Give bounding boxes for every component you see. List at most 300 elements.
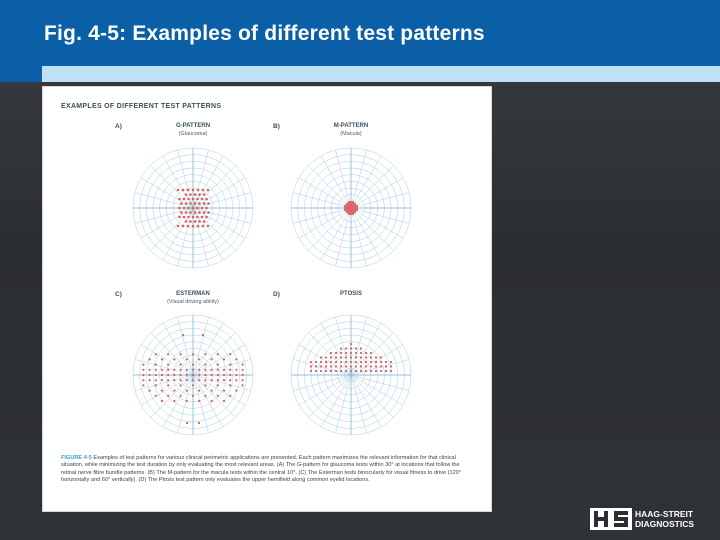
test-point (352, 207, 354, 209)
test-point (180, 374, 182, 376)
test-point (180, 395, 182, 397)
test-point (204, 353, 206, 355)
test-point (360, 347, 362, 349)
test-point (192, 198, 195, 201)
test-point (223, 369, 225, 371)
test-point (196, 216, 199, 219)
accent-stripe (42, 66, 720, 82)
test-point (348, 213, 350, 215)
panel-b-label: M-PATTERN (333, 123, 369, 129)
test-point (173, 374, 175, 376)
test-point (335, 365, 337, 367)
test-point (335, 352, 337, 354)
test-point (211, 374, 213, 376)
test-point (350, 201, 352, 203)
test-point (375, 356, 377, 358)
panel-c-label: ESTERMAN (176, 291, 210, 297)
test-point (320, 356, 322, 358)
test-point (204, 395, 206, 397)
test-point (355, 370, 357, 372)
test-point (346, 205, 348, 207)
test-point (370, 356, 372, 358)
test-point (320, 365, 322, 367)
test-point (205, 207, 208, 210)
test-point (360, 361, 362, 363)
test-point (187, 216, 190, 219)
test-point (178, 207, 181, 210)
caption-text: Examples of test patterns for various clinical perimetric applications are presented. Each pattern maximizes the relevant information for that clinical situation, while minimizing the test duration by only evaluating the most relevant areas. (A) The G-pattern for glaucoma tests within 30° at locations that follow the retinal nerve fibre bundle patterns. (B) The M-pattern for the macula tests within the central 10°. (C) The Esterman tests binocularly for visual fitness to drive (120° horizontally and 60° vertically). (D) The Ptosis test pattern only evaluates the upper hemifield along common eyelid locations. (61, 455, 462, 484)
test-point (217, 395, 219, 397)
test-point (350, 207, 352, 209)
test-point (340, 356, 342, 358)
test-point (385, 365, 387, 367)
test-point (310, 370, 312, 372)
test-point (196, 207, 199, 210)
test-point (186, 422, 188, 424)
test-point (161, 358, 163, 360)
test-point (189, 193, 192, 196)
test-point (198, 202, 201, 205)
test-point (229, 369, 231, 371)
test-point (355, 347, 357, 349)
test-point (354, 203, 356, 205)
test-point (187, 189, 190, 192)
test-point (370, 370, 372, 372)
test-point (211, 400, 213, 402)
test-point (380, 361, 382, 363)
test-point (155, 374, 157, 376)
test-point (189, 211, 192, 214)
test-point (155, 379, 157, 381)
panel-a-letter: A) (115, 123, 122, 130)
test-point (325, 370, 327, 372)
test-point (335, 361, 337, 363)
test-point (217, 374, 219, 376)
test-point (380, 370, 382, 372)
company-logo (590, 508, 710, 530)
test-point (365, 365, 367, 367)
test-point (330, 356, 332, 358)
test-point (201, 207, 204, 210)
test-point (186, 369, 188, 371)
test-point (356, 209, 358, 211)
test-point (360, 370, 362, 372)
test-point (182, 189, 185, 192)
test-point (198, 193, 201, 196)
test-point (155, 353, 157, 355)
test-point (330, 370, 332, 372)
test-point (356, 205, 358, 207)
test-point (192, 216, 195, 219)
test-point (180, 379, 182, 381)
test-point (350, 211, 352, 213)
test-point (223, 400, 225, 402)
test-point (192, 384, 194, 386)
test-point (178, 216, 181, 219)
test-point (192, 353, 194, 355)
figure-caption (61, 455, 475, 485)
test-point (167, 374, 169, 376)
test-point (189, 202, 192, 205)
test-point (354, 207, 356, 209)
test-point (348, 205, 350, 207)
test-point (201, 198, 204, 201)
test-point (345, 370, 347, 372)
test-point (194, 211, 197, 214)
test-point (183, 216, 186, 219)
test-point (217, 364, 219, 366)
test-point (142, 364, 144, 366)
test-point (198, 422, 200, 424)
test-point (360, 352, 362, 354)
test-point (211, 379, 213, 381)
test-point (142, 374, 144, 376)
test-point (194, 220, 197, 223)
test-point (155, 369, 157, 371)
test-point (155, 384, 157, 386)
test-point (346, 203, 348, 205)
test-point (350, 370, 352, 372)
test-point (375, 370, 377, 372)
test-point (350, 365, 352, 367)
test-point (202, 334, 204, 336)
test-point (348, 203, 350, 205)
test-point (352, 211, 354, 213)
test-point (223, 390, 225, 392)
test-point (315, 370, 317, 372)
test-point (192, 189, 195, 192)
test-point (167, 364, 169, 366)
test-point (345, 352, 347, 354)
test-point (345, 365, 347, 367)
test-point (189, 220, 192, 223)
panel-a-field (129, 144, 257, 272)
test-point (173, 390, 175, 392)
panel-a-label: G-PATTERN (175, 123, 211, 129)
test-point (346, 211, 348, 213)
test-point (380, 365, 382, 367)
test-point (186, 379, 188, 381)
test-point (217, 353, 219, 355)
test-point (217, 379, 219, 381)
test-point (352, 213, 354, 215)
test-point (235, 379, 237, 381)
test-point (370, 365, 372, 367)
logo-text (635, 509, 694, 529)
test-point (354, 205, 356, 207)
test-point (350, 347, 352, 349)
test-point (185, 211, 188, 214)
test-point (198, 400, 200, 402)
test-point (335, 356, 337, 358)
test-point (345, 356, 347, 358)
test-point (201, 216, 204, 219)
test-point (375, 365, 377, 367)
test-point (202, 189, 205, 192)
test-point (167, 395, 169, 397)
test-point (180, 384, 182, 386)
test-point (223, 374, 225, 376)
test-point (354, 209, 356, 211)
test-point (203, 193, 206, 196)
test-point (192, 364, 194, 366)
test-point (335, 370, 337, 372)
test-point (229, 379, 231, 381)
test-point (207, 211, 210, 214)
test-point (186, 374, 188, 376)
test-point (205, 216, 208, 219)
test-point (355, 352, 357, 354)
test-point (223, 379, 225, 381)
test-point (186, 390, 188, 392)
panel-a-sub: (Glaucoma) (178, 131, 208, 137)
test-point (192, 207, 195, 210)
test-point (167, 384, 169, 386)
test-point (211, 358, 213, 360)
test-point (173, 369, 175, 371)
test-point (229, 384, 231, 386)
test-point (344, 209, 346, 211)
test-point (167, 353, 169, 355)
test-point (360, 356, 362, 358)
polar-grid (291, 315, 411, 435)
test-point (229, 395, 231, 397)
test-point (192, 225, 195, 228)
test-point (149, 369, 151, 371)
test-point (203, 220, 206, 223)
panel-d-field (287, 311, 415, 439)
test-point (235, 369, 237, 371)
test-point (350, 361, 352, 363)
test-point (385, 370, 387, 372)
test-point (180, 202, 183, 205)
test-point (350, 203, 352, 205)
test-point (167, 379, 169, 381)
test-point (242, 369, 244, 371)
test-point (344, 205, 346, 207)
test-point (229, 374, 231, 376)
test-point (229, 364, 231, 366)
panel-c-field (129, 311, 257, 439)
test-point (229, 353, 231, 355)
test-point (180, 211, 183, 214)
test-point (177, 225, 180, 228)
test-point (320, 370, 322, 372)
caption-label: FIGURE 4-5 (61, 455, 92, 461)
test-point (345, 361, 347, 363)
logo-line-2: DIAGNOSTICS (635, 519, 695, 529)
test-point (149, 358, 151, 360)
test-point (161, 379, 163, 381)
test-point (185, 220, 188, 223)
test-point (348, 201, 350, 203)
test-point (350, 205, 352, 207)
test-point (182, 225, 185, 228)
test-point (155, 395, 157, 397)
panel-b-field (287, 144, 415, 272)
test-point (360, 365, 362, 367)
test-point (350, 209, 352, 211)
panel-d-label: PTOSIS (340, 291, 362, 297)
test-point (204, 379, 206, 381)
test-point (235, 390, 237, 392)
test-point (207, 202, 210, 205)
test-point (204, 384, 206, 386)
test-point (345, 347, 347, 349)
panel-c-sub: (Visual driving ability) (167, 299, 219, 305)
test-point (142, 369, 144, 371)
test-point (183, 207, 186, 210)
test-point (167, 369, 169, 371)
test-point (187, 207, 190, 210)
test-point (354, 211, 356, 213)
test-point (142, 384, 144, 386)
test-point (350, 356, 352, 358)
test-point (198, 390, 200, 392)
test-point (365, 356, 367, 358)
test-point (340, 347, 342, 349)
test-point (325, 356, 327, 358)
test-point (330, 361, 332, 363)
test-point (325, 365, 327, 367)
panel-c-letter: C) (115, 291, 122, 298)
test-point (161, 369, 163, 371)
test-point (142, 379, 144, 381)
test-point (315, 365, 317, 367)
test-point (173, 379, 175, 381)
test-point (204, 369, 206, 371)
test-point (390, 365, 392, 367)
test-point (192, 369, 194, 371)
test-point (310, 361, 312, 363)
test-point (355, 365, 357, 367)
test-point (173, 358, 175, 360)
panel-b-sub: (Macula) (340, 131, 362, 137)
test-point (346, 207, 348, 209)
test-point (180, 364, 182, 366)
test-point (185, 193, 188, 196)
test-point (242, 384, 244, 386)
test-point (180, 369, 182, 371)
test-point (205, 198, 208, 201)
panel-b-letter: B) (273, 123, 280, 130)
test-point (356, 207, 358, 209)
test-point (330, 365, 332, 367)
test-point (242, 364, 244, 366)
test-point (198, 374, 200, 376)
test-point (315, 361, 317, 363)
test-point (204, 374, 206, 376)
panel-d-letter: D) (273, 291, 280, 298)
test-point (198, 369, 200, 371)
test-point (155, 364, 157, 366)
test-point (390, 361, 392, 363)
test-point (198, 211, 201, 214)
test-point (352, 209, 354, 211)
test-point (194, 193, 197, 196)
test-point (211, 390, 213, 392)
test-point (217, 384, 219, 386)
test-point (161, 390, 163, 392)
test-point (380, 356, 382, 358)
test-point (186, 400, 188, 402)
test-point (340, 361, 342, 363)
test-point (348, 207, 350, 209)
test-point (192, 374, 194, 376)
test-point (352, 203, 354, 205)
test-point (242, 374, 244, 376)
test-point (340, 365, 342, 367)
test-point (350, 343, 352, 345)
test-point (173, 400, 175, 402)
test-point (390, 370, 392, 372)
test-point (198, 379, 200, 381)
test-point (352, 201, 354, 203)
test-point (242, 379, 244, 381)
figure-heading: EXAMPLES OF DIFFERENT TEST PATTERNS (61, 103, 222, 110)
test-point (198, 358, 200, 360)
test-point (352, 205, 354, 207)
test-point (207, 189, 210, 192)
test-point (197, 225, 200, 228)
test-point (344, 207, 346, 209)
test-point (320, 361, 322, 363)
test-point (340, 370, 342, 372)
test-point (192, 395, 194, 397)
test-point (198, 220, 201, 223)
test-point (370, 361, 372, 363)
test-point (207, 225, 210, 228)
test-point (365, 352, 367, 354)
test-point (385, 361, 387, 363)
test-point (196, 198, 199, 201)
test-point (348, 209, 350, 211)
test-point (202, 225, 205, 228)
test-point (217, 369, 219, 371)
test-point (161, 374, 163, 376)
hs-logo-icon (590, 508, 632, 530)
test-point (340, 352, 342, 354)
test-point (365, 361, 367, 363)
test-point (348, 211, 350, 213)
test-point (310, 365, 312, 367)
test-point (203, 202, 206, 205)
test-point (235, 374, 237, 376)
test-point (192, 379, 194, 381)
test-point (375, 361, 377, 363)
test-point (204, 364, 206, 366)
test-point (355, 361, 357, 363)
test-point (183, 198, 186, 201)
logo-line-1: HAAG-STREIT (635, 509, 694, 519)
test-point (325, 361, 327, 363)
test-point (194, 202, 197, 205)
test-point (187, 225, 190, 228)
test-point (149, 374, 151, 376)
test-point (177, 189, 180, 192)
test-point (187, 198, 190, 201)
test-point (370, 352, 372, 354)
test-point (182, 334, 184, 336)
test-point (185, 202, 188, 205)
test-point (365, 370, 367, 372)
test-point (235, 358, 237, 360)
slide-title: Fig. 4-5: Examples of different test patterns (44, 22, 485, 45)
test-point (180, 353, 182, 355)
test-point (350, 352, 352, 354)
figure-image (42, 86, 492, 512)
test-point (149, 390, 151, 392)
